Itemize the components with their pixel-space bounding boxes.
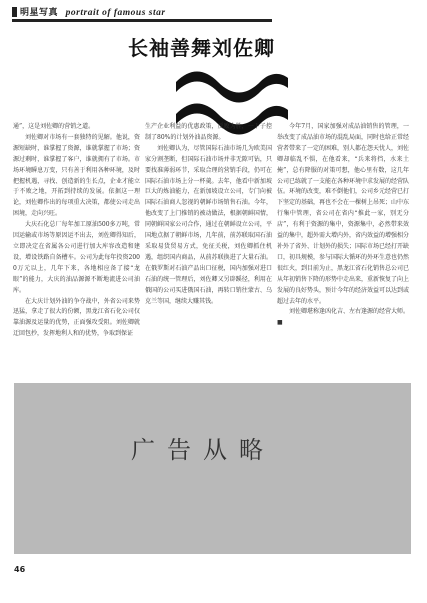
article-paragraph: 刘佐卿堪称逢凶化吉、左右逢源的经营大师。■ — [277, 308, 410, 327]
section-header-marker — [12, 7, 17, 17]
article-column-1 — [13, 122, 140, 340]
advertisement-text: 广告从略 — [131, 436, 275, 464]
article-paragraph: 生产企业利益的优惠政策，反败为胜，一下子控制了80%的计划外油品资源。 — [145, 123, 272, 141]
article-title: 长袖善舞刘佐卿 — [128, 36, 275, 60]
article-paragraph: 通”，这是刘佐卿的营销之道。 — [13, 123, 95, 130]
article-paragraph: 大庆石化总厂每年加工原油500多万吨，常因运输或市场等原因运不出去，刘佐卿得知后，立即决定在省属各公司进行加大库容改造和建设，增设铁路自备槽车。公司为此每年投资2000万元以上，几年下来，各地相应备了接“龙眼”的能力，大庆的油品源源不断地流进公司油库。 — [13, 221, 140, 294]
article-paragraph: 刘佐卿对市场有一套独特的见解。他说，资源短缺时，谁掌握了资源，谁就掌握了市场；资源过剩时，谁掌握了客户，谁就拥有了市场。市场环境瞬息万变，只有善于利用各种环境，及时把握机遇，寻找、创造新的生长点，企业才能立于不败之地，开拓到持续的发展。依据这一理论，刘佐卿作出的每项重大决策，都使公司走出困境，走向兴旺。 — [13, 133, 140, 218]
section-header-label — [20, 5, 166, 18]
article-column-3 — [277, 122, 409, 329]
page-number: 46 — [14, 565, 26, 574]
advertisement-box — [14, 383, 411, 554]
section-label-zh: 明星写真 — [20, 8, 59, 18]
article-column-2 — [145, 122, 272, 307]
article-paragraph: 刘佐卿认为，尽管国际石油市场几为欧美国家分割垄断，但国际石油市场并非无隙可钻，只要找准薄弱环节，采取合理的营销手段，仍可在国际石油市场上分一杯羹。去年，他看中新加坡巨大的炼油能力，在新加坡设立公司，专门向被国际石油商人忽视的朝鲜市场销售石油。今年，他改变了上门推销的被动做法，根据朝鲜国情，同朝鲜国家公司合作，通过在朝鲜设立公司，平国地点据了朝鲜市场，几年前，前苏联取国石油采取易货贸易方式，免征关税，刘佐卿抓住机遇，组织国内商品，从前苏联换进了大量石油。在俄罗斯对石油产品出口征税，国内加强对进口石油的统一管理后，刘佐卿又另辟蹊径，利用在俄国的公司买进俄国石油，再转口销往蒙古、乌克兰等国，继续大赚其钱。 — [145, 144, 272, 305]
section-label-en: portrait of famous star — [65, 8, 166, 18]
article-paragraph: 今年7月，国家加强对成品油销售的管理，一举改变了成品油市场的混乱局面，同时也给正常经营者带来了一定的困难，别人都在怨天忧人，刘佐卿却临乱不惧，在他看来，“兵来将挡，水来土掩”，总有降服的对策可想，他心里有数，这几年公司已练就了一支能在各种环境中求发展的经营队伍。环境的改变，难不倒他们，公司乡元经营已打下坚定的基础，再也不会在一棵树上吊死；山中东行集中管理，省公司在省内“推此一家，别无分店”，有利于资源的集中，资源集中，必然带来效益的集中，超外需大增内外，省内效益的增强相分补外了省外、计划外的损失；国际市场已经打开缺口，初具规模，参与国际大循环的外环生意也仍然很红火，到目前为止，黑龙江省石化销售总公司已从年初销售下降的形势中走出来，重新恢复了向上发展的良好势头，预计今年的经济效益可以达到或超过去年的水平。 — [277, 123, 410, 305]
article-paragraph: 在大庆计划外油的争夺战中，外省公司来势迅猛，拿走了很大的份额，黑龙江省石化公司仅靠油源及运量的优势，正面强攻受阻。刘佐卿就迂回包抄，发挥地利人和的优势，争取到保证 — [13, 297, 140, 338]
